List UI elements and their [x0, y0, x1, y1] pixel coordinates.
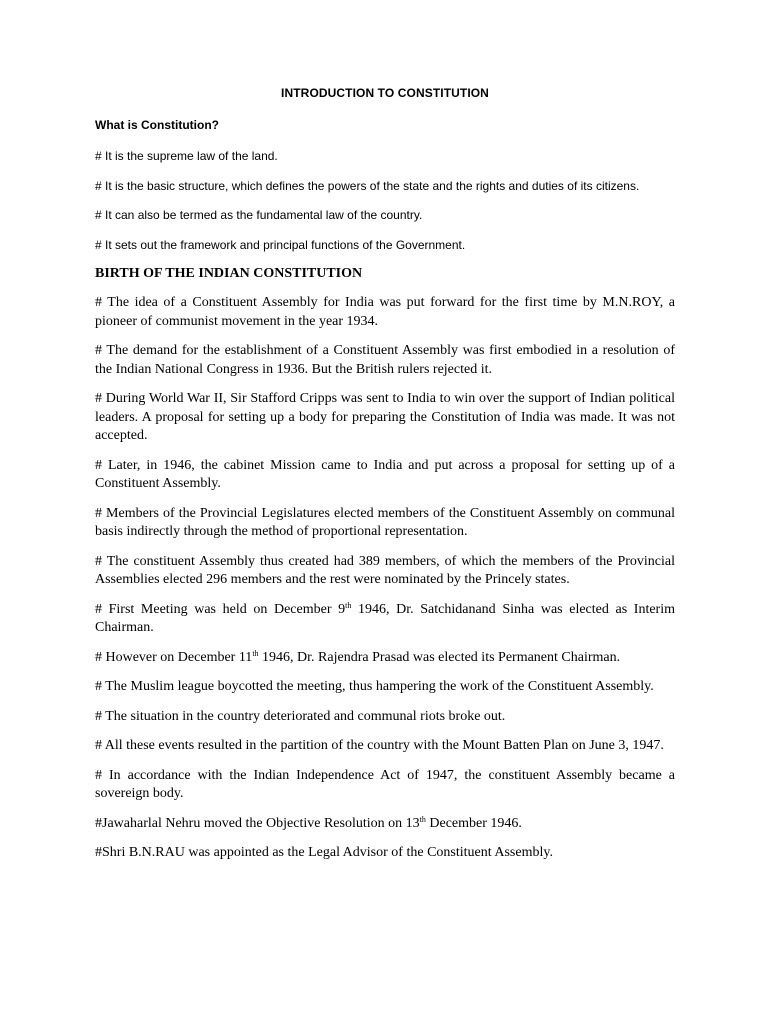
- intro-paragraph: # It is the basic structure, which defines the powers of the state and the rights and duties of its citizens.: [95, 178, 640, 193]
- objective-rest: December 1946.: [425, 815, 522, 831]
- first-meeting-rest: 1946, Dr. Satchidanand Sinha was elected as Interim Chairman.: [95, 601, 675, 635]
- objective-sup: th: [419, 814, 426, 824]
- objective-text: #Jawaharlal Nehru moved the Objective Resolution on 13: [95, 815, 420, 831]
- permanent-text: # However on December 11: [95, 649, 253, 665]
- history-paragraph: # The situation in the country deteriorated and communal riots broke out.: [95, 708, 506, 724]
- history-paragraph: # During World War II, Sir Stafford Cripps was sent to India to win over the support of Indian political leaders. A proposal for setting up a body for preparing the Constitution of India was made. It was not accepted.: [95, 391, 675, 443]
- document-page: [95, 86, 675, 874]
- intro-paragraph: # It can also be termed as the fundamental law of the country.: [95, 208, 423, 222]
- first-meeting-text: # First Meeting was held on December 9: [95, 601, 346, 617]
- first-meeting-paragraph: [95, 601, 675, 638]
- history-paragraph: # In accordance with the Indian Independence Act of 1947, the constituent Assembly became a sovereign body.: [95, 767, 675, 801]
- history-paragraph: # The Muslim league boycotted the meeting, thus hampering the work of the Constituent Assembly.: [95, 679, 654, 694]
- intro-paragraph: # It sets out the framework and principal functions of the Government.: [95, 237, 466, 252]
- question-heading: What is Constitution?: [95, 118, 219, 132]
- permanent-rest: 1946, Dr. Rajendra Prasad was elected its Permanent Chairman.: [258, 649, 621, 665]
- permanent-chairman-paragraph: [95, 649, 675, 668]
- legal-advisor-paragraph: #Shri B.N.RAU was appointed as the Legal Advisor of the Constituent Assembly.: [95, 845, 553, 860]
- permanent-sup: th: [252, 648, 259, 658]
- intro-paragraph: # It is the supreme law of the land.: [95, 149, 278, 163]
- page-title: INTRODUCTION TO CONSTITUTION: [281, 86, 489, 100]
- history-paragraph: # Later, in 1946, the cabinet Mission came to India and put across a proposal for setting up of a Constituent Assembly.: [95, 457, 675, 491]
- objective-resolution-paragraph: [95, 815, 675, 834]
- first-meeting-sup: th: [345, 600, 352, 610]
- history-paragraph: # The idea of a Constituent Assembly for India was put forward for the first time by M.N.ROY, a pioneer of communist movement in the year 1934.: [95, 295, 675, 329]
- history-paragraph: # All these events resulted in the partition of the country with the Mount Batten Plan on June 3, 1947.: [95, 738, 664, 753]
- history-paragraph: # The demand for the establishment of a Constituent Assembly was first embodied in a resolution of the Indian National Congress in 1936. But the British rulers rejected it.: [95, 343, 675, 377]
- section-heading: BIRTH OF THE INDIAN CONSTITUTION: [95, 266, 363, 281]
- history-paragraph: # Members of the Provincial Legislatures elected members of the Constituent Assembly on communal basis indirectly through the method of proportional representation.: [95, 505, 675, 539]
- history-paragraph: # The constituent Assembly thus created had 389 members, of which the members of the Provincial Assemblies elected 296 members and the rest were nominated by the Princely states.: [95, 553, 675, 587]
